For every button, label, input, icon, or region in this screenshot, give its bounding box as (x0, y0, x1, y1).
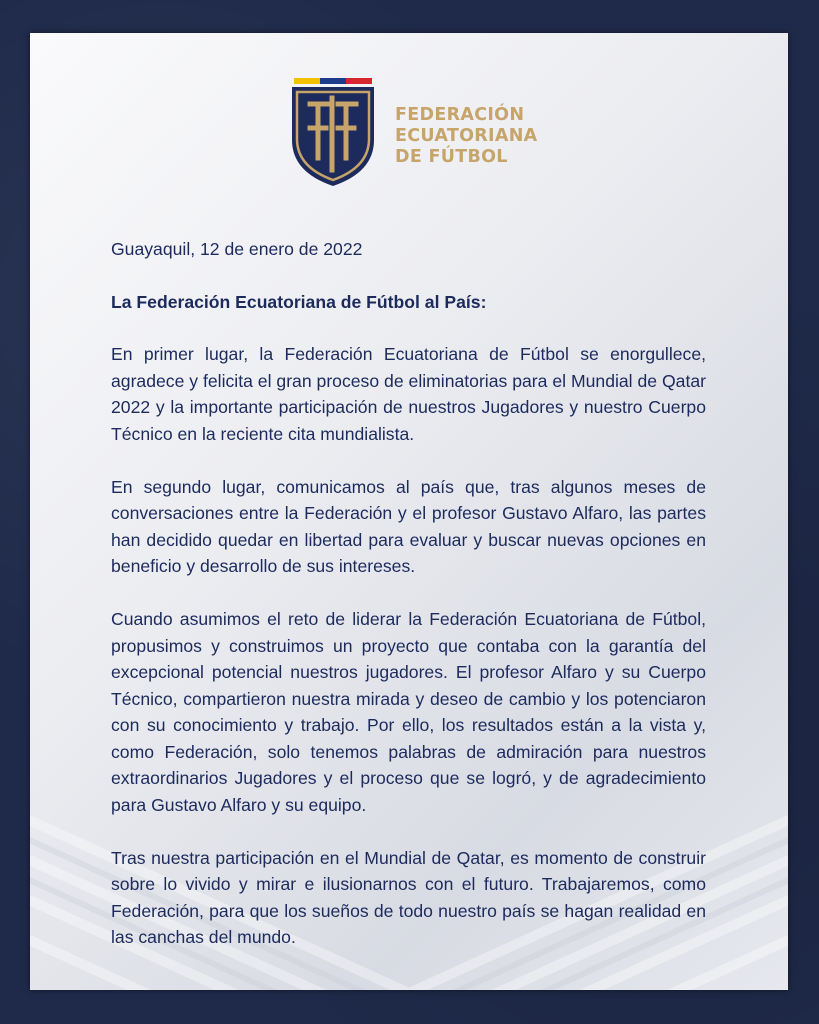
federation-name (395, 105, 538, 168)
fef-crest-icon (288, 78, 378, 188)
federation-name-line-1: FEDERACIÓN (395, 105, 525, 125)
paragraph-2: En segundo lugar, comunicamos al país que, tras algunos meses de conversaciones entre la Federación y el profesor Gustavo Alfaro, las partes han decidido quedar en libertad para evaluar y buscar nuevas opciones en beneficio y desarrollo de sus intereses. (111, 476, 706, 576)
paragraph-4: Tras nuestra participación en el Mundial de Qatar, es momento de construir sobre lo vivido y mirar e ilusionarnos con el futuro. Trabajaremos, como Federación, para que los sueños de todo nuestro país se hagan realidad en las canchas del mundo. (111, 847, 706, 947)
paragraph-1: En primer lugar, la Federación Ecuatoriana de Fútbol se enorgullece, agradece y felicita el gran proceso de eliminatorias para el Mundial de Qatar 2022 y la importante participación de nuestros Jugadores y nuestro Cuerpo Técnico en la reciente cita mundialista. (111, 344, 706, 444)
federation-header (288, 78, 588, 188)
paragraph-3: Cuando asumimos el reto de liderar la Federación Ecuatoriana de Fútbol, propusimos y construimos un proyecto que contaba con la garantía del excepcional potencial nuestros jugadores. El profesor Alfaro y su Cuerpo Técnico, compartieron nuestra mirada y deseo de cambio y los potenciaron con su conocimiento y trabajo. Por ello, los resultados están a la vista y, como Federación, solo tenemos palabras de admiración para nuestros extraordinarios Jugadores y el proceso que se logró, y de agradecimiento para Gustavo Alfaro y su equipo. (111, 609, 706, 815)
federation-name-line-2: ECUATORIANA (395, 126, 538, 146)
federation-name-line-3: DE FÚTBOL (395, 147, 508, 167)
letter-body (111, 236, 706, 977)
letter-salutation: La Federación Ecuatoriana de Fútbol al País: (111, 291, 487, 312)
letter-date: Guayaquil, 12 de enero de 2022 (111, 239, 363, 259)
letter-sheet (30, 33, 788, 990)
